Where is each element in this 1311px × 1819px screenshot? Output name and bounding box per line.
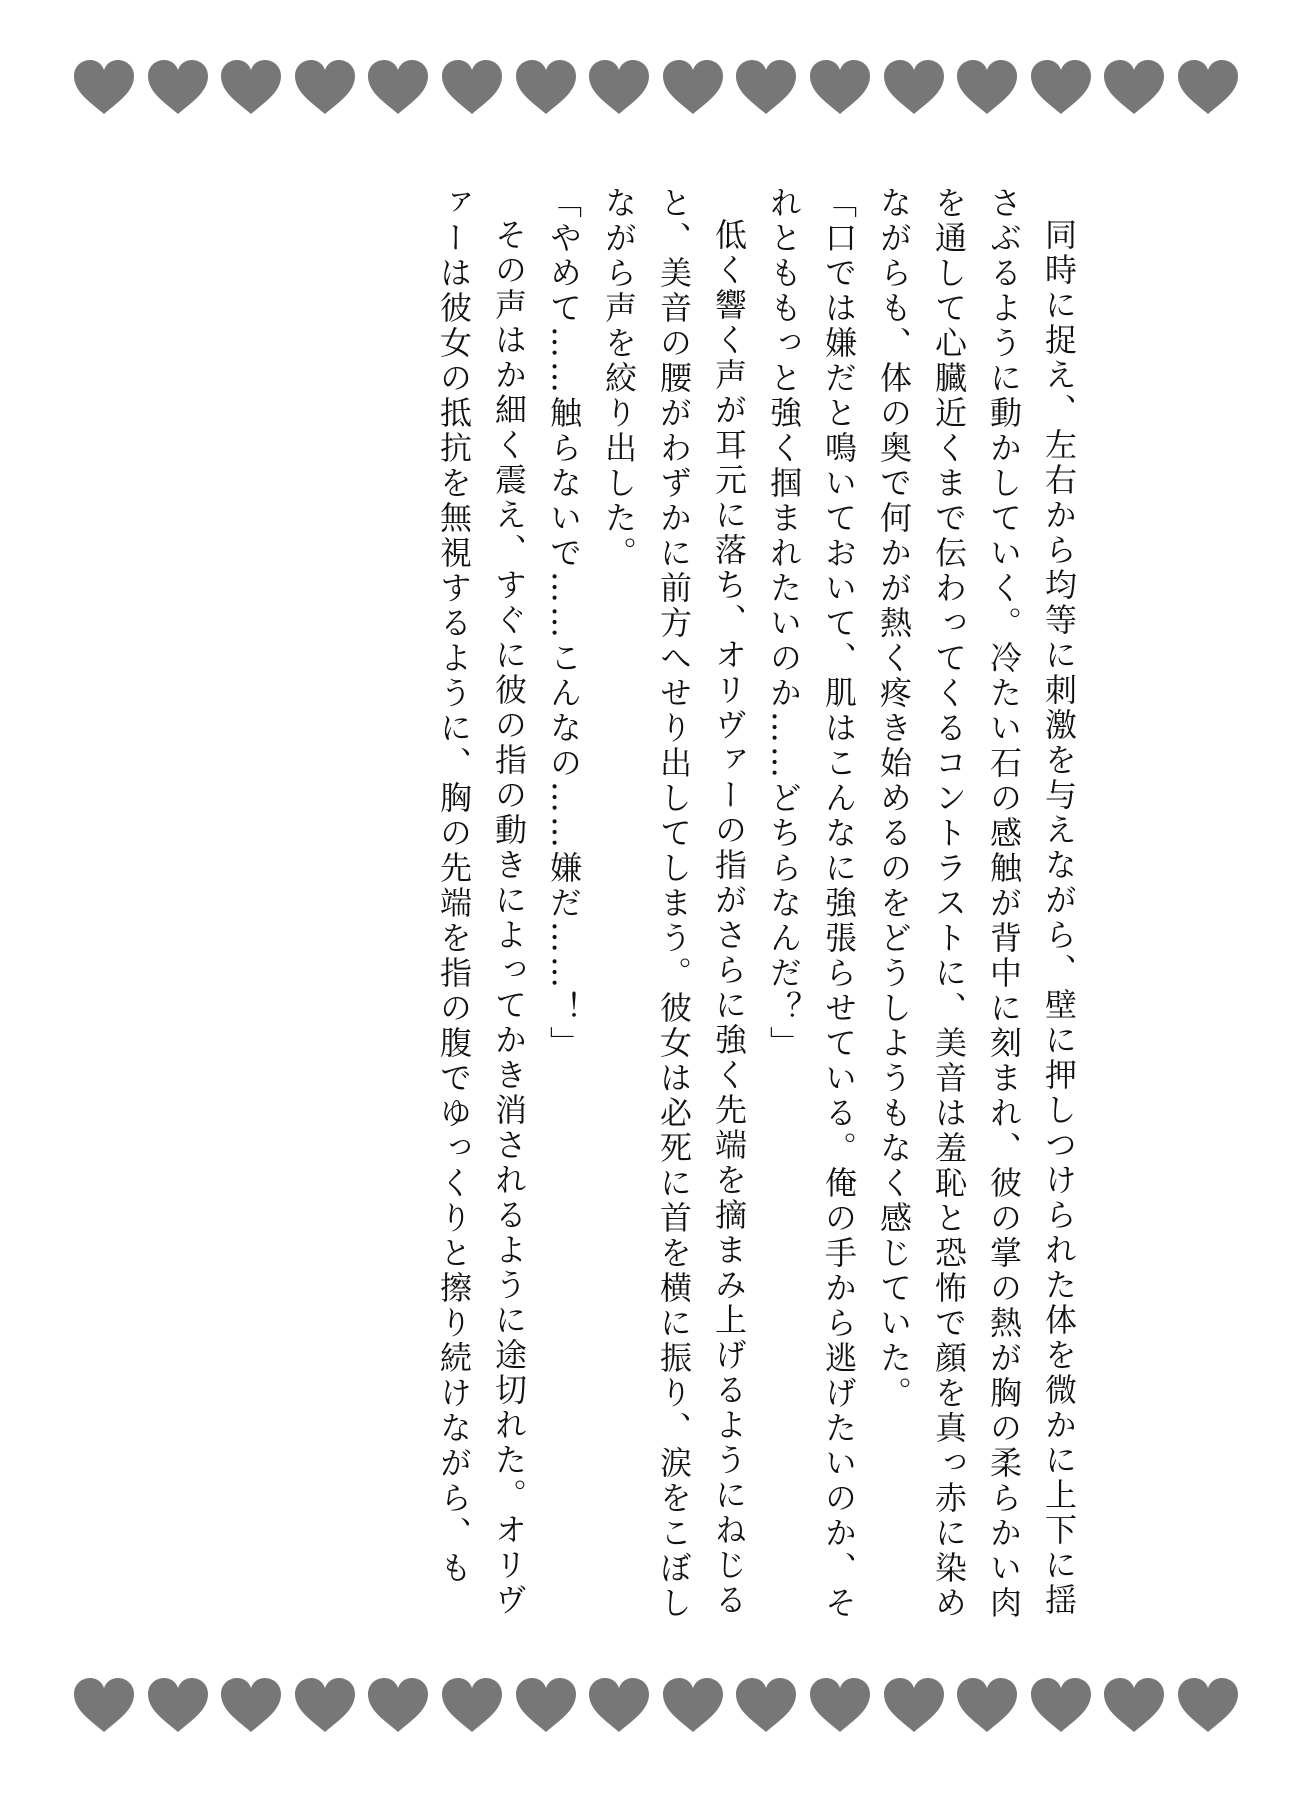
heart-icon xyxy=(440,58,504,116)
heart-icon xyxy=(661,1676,725,1734)
heart-icon xyxy=(440,1676,504,1734)
heart-icon xyxy=(366,58,430,116)
heart-icon xyxy=(882,58,946,116)
page-text xyxy=(196,186,1086,1626)
heart-icon xyxy=(955,58,1019,116)
heart-icon xyxy=(808,58,872,116)
heart-icon xyxy=(808,1676,872,1734)
heart-icon xyxy=(219,1676,283,1734)
heart-icon xyxy=(72,1676,136,1734)
heart-icon xyxy=(366,1676,430,1734)
heart-icon xyxy=(72,58,136,116)
heart-icon xyxy=(734,58,798,116)
paragraph-1: 同時に捉え、左右から均等に刺激を与えながら、壁に押しつけられた体を微かに上下に揺さぶるように動かしていく。冷たい石の感触が背中に刻まれ、彼の掌の熱が胸の柔らかい肉を通して心臓近くまで伝わってくるコントラストに、美音は羞恥と恐怖で顔を真っ赤に染めながらも、体の奥で何かが熱く疼き始めるのをどうしようもなく感じていた。 xyxy=(875,186,1078,1621)
heart-icon xyxy=(514,58,578,116)
heart-icon xyxy=(293,58,357,116)
heart-icon xyxy=(146,58,210,116)
bottom-heart-border xyxy=(72,1672,1240,1738)
heart-icon xyxy=(587,1676,651,1734)
heart-icon xyxy=(734,1676,798,1734)
heart-icon xyxy=(661,58,725,116)
heart-icon xyxy=(514,1676,578,1734)
dialogue-1: 「口では嫌だと鳴いておいて、肌はこんなに強張らせている。俺の手から逃げたいのか、それとももっと強く掴まれたいのか……どちらなんだ？」 xyxy=(765,186,858,1621)
heart-icon xyxy=(219,58,283,116)
paragraph-2: 低く響く声が耳元に落ち、オリヴァーの指がさらに強く先端を摘まみ上げるようにねじると、美音の腰がわずかに前方へせり出してしまう。彼女は必死に首を横に振り、涙をこぼしながら声を絞り出した。 xyxy=(600,186,748,1621)
top-heart-border xyxy=(72,54,1240,120)
heart-icon xyxy=(587,58,651,116)
heart-icon xyxy=(1029,58,1093,116)
heart-icon xyxy=(146,1676,210,1734)
heart-icon xyxy=(882,1676,946,1734)
heart-icon xyxy=(1176,58,1240,116)
dialogue-2: 「やめて……触らないで……こんなの……嫌だ……！」 xyxy=(545,186,583,1061)
heart-icon xyxy=(1102,58,1166,116)
heart-icon xyxy=(1102,1676,1166,1734)
paragraph-3: その声はか細く震え、すぐに彼の指の動きによってかき消されるように途切れた。オリヴァーは彼女の抵抗を無視するように、胸の先端を指の腹でゆっくりと擦り続けながら、も xyxy=(435,186,528,1618)
heart-icon xyxy=(955,1676,1019,1734)
heart-icon xyxy=(293,1676,357,1734)
heart-icon xyxy=(1176,1676,1240,1734)
heart-icon xyxy=(1029,1676,1093,1734)
